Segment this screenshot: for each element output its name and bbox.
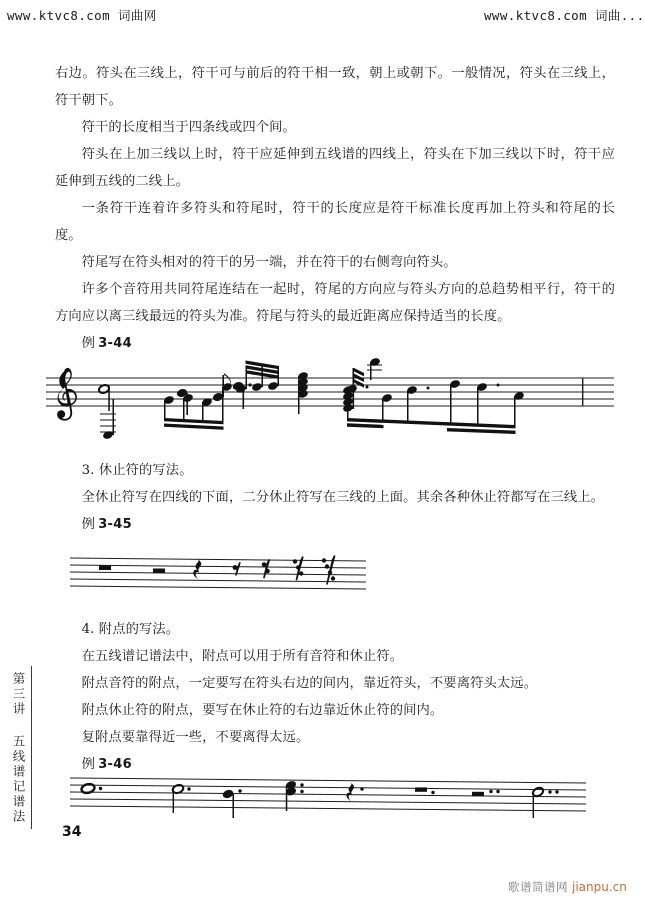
example-label-3-44 bbox=[55, 330, 615, 357]
example-prefix: 例 bbox=[81, 517, 96, 532]
watermark-bottom-cn: 歌谱简谱网 bbox=[508, 880, 568, 894]
quarter-rest bbox=[193, 560, 201, 580]
music-staff-3-45 bbox=[68, 550, 368, 612]
double-dotted-eighth-note bbox=[531, 786, 558, 818]
barline-end bbox=[582, 378, 583, 406]
paragraph-6: 许多个音符用共同符尾连结在一起时，符尾的方向应与符头方向的总趋势相平行，符干的方向应以离三线最远的符头为准。符尾与符头的最近距离应保持适当的长度。 bbox=[55, 282, 615, 324]
example-label-3-45 bbox=[55, 511, 615, 538]
watermark-bottom-site: jianpu.cn bbox=[572, 880, 627, 894]
dotted-chord bbox=[285, 780, 304, 811]
paragraph-4: 一条符干连着许多符头和符尾时，符干的长度应是符干标准长度再加上符头和符尾的长度。 bbox=[55, 201, 615, 243]
chord-cluster-1 bbox=[297, 371, 309, 414]
music-staff-3-44 bbox=[42, 358, 618, 450]
paragraph-1: 右边。符头在三线上，符干可与前后的符干相一致，朝上或朝下。一般情况，符头在三线上，符干朝下。 bbox=[55, 66, 615, 108]
sixtyfourth-rest bbox=[322, 555, 336, 585]
staff-svg-3-46 bbox=[68, 770, 588, 830]
ledger-note-high bbox=[367, 358, 382, 380]
paragraph-5: 符尾写在符头相对的符干的另一端，并在符干的右侧弯向符头。 bbox=[81, 255, 457, 270]
double-dotted-half-rest bbox=[472, 790, 500, 796]
whole-rest bbox=[99, 566, 111, 570]
staff-svg-3-44 bbox=[42, 358, 618, 450]
heading-4: 4. 附点的写法。 bbox=[81, 622, 180, 637]
paragraph-9: 附点音符的附点，一定要写在符头右边的间内，靠近符头，不要离符头太远。 bbox=[81, 676, 538, 691]
dotted-quarter-note-1 bbox=[232, 381, 252, 409]
staff-svg-3-45 bbox=[68, 550, 368, 612]
paragraph-2: 符干的长度相当于四条线或四个间。 bbox=[81, 120, 296, 135]
dotted-half-note bbox=[172, 784, 191, 813]
heading-3: 3. 休止符的写法。 bbox=[81, 463, 193, 478]
example-prefix: 例 bbox=[81, 757, 96, 772]
music-staff-3-46 bbox=[68, 770, 588, 830]
example-prefix: 例 bbox=[81, 336, 96, 351]
running-head-rule bbox=[31, 666, 32, 829]
paragraph-10: 附点休止符的附点，要写在休止符的右边靠近休止符的间内。 bbox=[81, 703, 444, 718]
example-number: 3-46 bbox=[98, 757, 132, 772]
paragraph-8: 在五线谱记谱法中，附点可以用于所有音符和休止符。 bbox=[81, 649, 404, 664]
sixteenth-rest bbox=[262, 559, 271, 579]
paragraph-7: 全休止符写在四线的下面，二分休止符写在三线的上面。其余各种休止符都写在三线上。 bbox=[81, 490, 605, 505]
ledger-note-low bbox=[100, 399, 116, 440]
running-head: 第三讲 五线谱记谱法 bbox=[11, 672, 26, 825]
half-note-1 bbox=[98, 384, 110, 411]
watermark-bottom bbox=[508, 879, 627, 895]
example-number: 3-45 bbox=[98, 517, 132, 532]
beamed-thirtysecond-group-b bbox=[235, 361, 279, 395]
example-number: 3-44 bbox=[98, 336, 132, 351]
half-rest bbox=[153, 569, 165, 573]
watermark-top-left: www.ktvc8.com 词曲网 bbox=[7, 8, 157, 23]
paragraph-11: 复附点要靠得近一些，不要离得太远。 bbox=[81, 730, 310, 745]
dotted-quarter-rest bbox=[347, 783, 364, 802]
paragraph-3: 符头在上加三线以上时，符干应延伸到五线谱的四线上，符头在下加三线以下时，符干应延伸到五线的二线上。 bbox=[55, 147, 615, 189]
dotted-quarter-note bbox=[222, 788, 242, 818]
page-number: 34 bbox=[62, 824, 82, 840]
watermark-top-right: www.ktvc8.com 词曲... bbox=[484, 8, 645, 23]
treble-clef-icon bbox=[57, 368, 77, 421]
